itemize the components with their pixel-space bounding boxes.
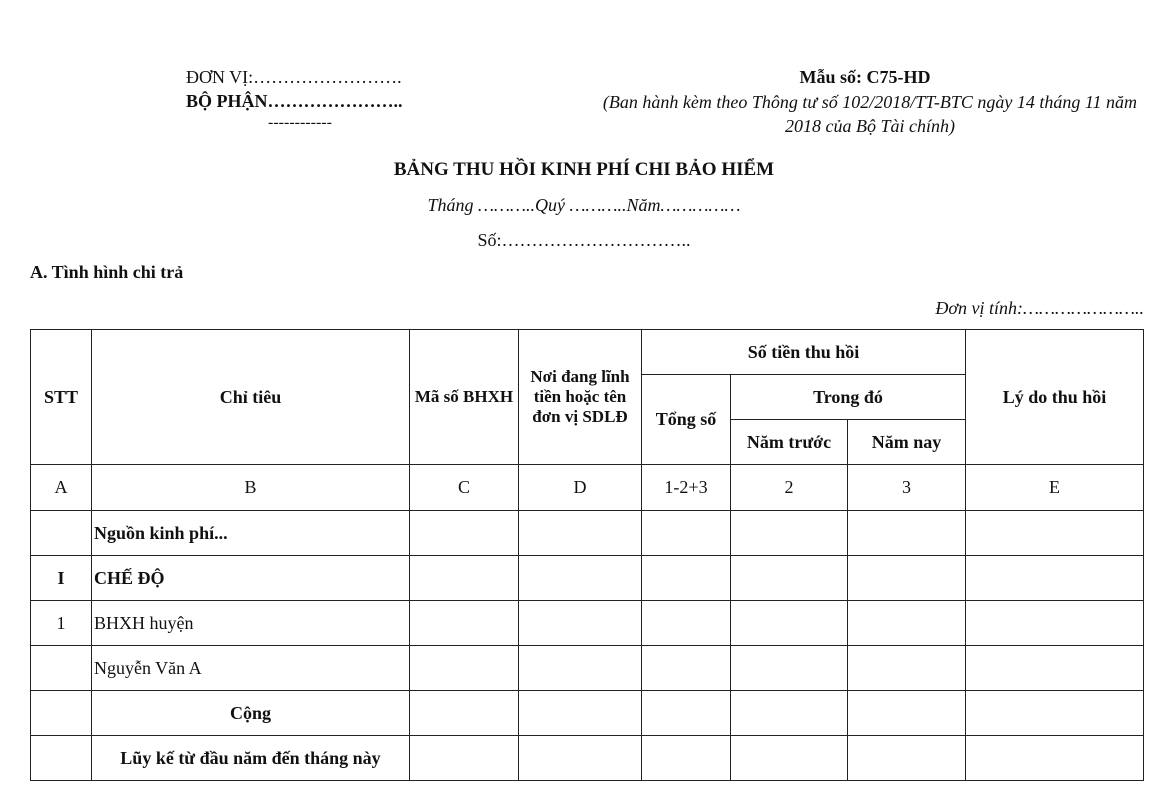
empty-cell	[519, 511, 642, 556]
empty-cell	[731, 556, 848, 601]
header-ma-so-bhxh: Mã số BHXH	[410, 330, 519, 465]
code-cell: A	[31, 465, 92, 511]
code-row	[31, 465, 1144, 511]
section-a-heading: A. Tình hình chi trả	[30, 262, 184, 282]
empty-cell	[731, 601, 848, 646]
empty-cell	[642, 601, 731, 646]
code-cell: B	[92, 465, 410, 511]
unit-of-measure: Đơn vị tính:…………………..	[935, 298, 1144, 318]
row-label: Nguồn kinh phí...	[92, 511, 410, 556]
row-stt	[31, 691, 92, 736]
code-cell: D	[519, 465, 642, 511]
recovery-table	[30, 329, 1144, 781]
code-cell: E	[966, 465, 1144, 511]
header-tong-so: Tổng số	[642, 375, 731, 465]
unit-label: ĐƠN VỊ:…………………….	[186, 67, 402, 87]
header-ly-do-thu-hoi: Lý do thu hồi	[966, 330, 1144, 465]
document-title: BẢNG THU HỒI KINH PHÍ CHI BẢO HIỂM	[393, 159, 775, 180]
table-row	[31, 646, 1144, 691]
table-row	[31, 736, 1144, 781]
empty-cell	[642, 736, 731, 781]
empty-cell	[731, 736, 848, 781]
empty-cell	[966, 511, 1144, 556]
form-legal-note: (Ban hành kèm theo Thông tư số 102/2018/TT-BTC ngày 14 tháng 11 năm 2018 của Bộ Tài chính)	[602, 92, 1138, 136]
header-nam-nay: Năm nay	[848, 420, 966, 465]
empty-cell	[410, 646, 519, 691]
period-line: Tháng ………..Quý ………..Năm……………	[427, 195, 741, 215]
empty-cell	[410, 691, 519, 736]
empty-cell	[410, 511, 519, 556]
row-label: BHXH huyện	[92, 601, 410, 646]
empty-cell	[731, 511, 848, 556]
empty-cell	[731, 691, 848, 736]
table-row	[31, 556, 1144, 601]
row-stt: 1	[31, 601, 92, 646]
empty-cell	[519, 601, 642, 646]
code-cell: C	[410, 465, 519, 511]
department-label: BỘ PHẬN…………………..	[186, 91, 403, 111]
table-row	[31, 511, 1144, 556]
empty-cell	[519, 556, 642, 601]
empty-cell	[966, 646, 1144, 691]
header-trong-do: Trong đó	[731, 375, 966, 420]
header-nam-truoc: Năm trước	[731, 420, 848, 465]
row-label: Lũy kế từ đầu năm đến tháng này	[92, 736, 410, 781]
empty-cell	[410, 601, 519, 646]
empty-cell	[410, 556, 519, 601]
row-label: Cộng	[92, 691, 410, 736]
code-cell: 1-2+3	[642, 465, 731, 511]
document-number-line: Số:…………………………..	[477, 230, 691, 250]
empty-cell	[519, 736, 642, 781]
row-label: CHẾ ĐỘ	[92, 556, 410, 601]
code-cell: 3	[848, 465, 966, 511]
header-noi-dang-linh: Nơi đang lĩnh tiền hoặc tên đơn vị SDLĐ	[519, 330, 642, 465]
table-row	[31, 601, 1144, 646]
empty-cell	[519, 691, 642, 736]
empty-cell	[642, 646, 731, 691]
empty-cell	[848, 691, 966, 736]
separator-dashes: ------------	[268, 114, 332, 131]
row-label: Nguyễn Văn A	[92, 646, 410, 691]
form-code: Mẫu số: C75-HD	[799, 67, 931, 87]
empty-cell	[642, 511, 731, 556]
row-stt	[31, 646, 92, 691]
empty-cell	[848, 511, 966, 556]
empty-cell	[848, 736, 966, 781]
row-stt	[31, 736, 92, 781]
empty-cell	[642, 556, 731, 601]
empty-cell	[848, 556, 966, 601]
empty-cell	[848, 601, 966, 646]
empty-cell	[848, 646, 966, 691]
code-cell: 2	[731, 465, 848, 511]
header-so-tien-thu-hoi: Số tiền thu hồi	[642, 330, 966, 375]
empty-cell	[731, 646, 848, 691]
empty-cell	[966, 601, 1144, 646]
row-stt	[31, 511, 92, 556]
header-stt: STT	[31, 330, 92, 465]
empty-cell	[966, 691, 1144, 736]
empty-cell	[410, 736, 519, 781]
table-row	[31, 691, 1144, 736]
header-chi-tieu: Chỉ tiêu	[92, 330, 410, 465]
empty-cell	[966, 556, 1144, 601]
empty-cell	[519, 646, 642, 691]
empty-cell	[642, 691, 731, 736]
row-stt: I	[31, 556, 92, 601]
empty-cell	[966, 736, 1144, 781]
